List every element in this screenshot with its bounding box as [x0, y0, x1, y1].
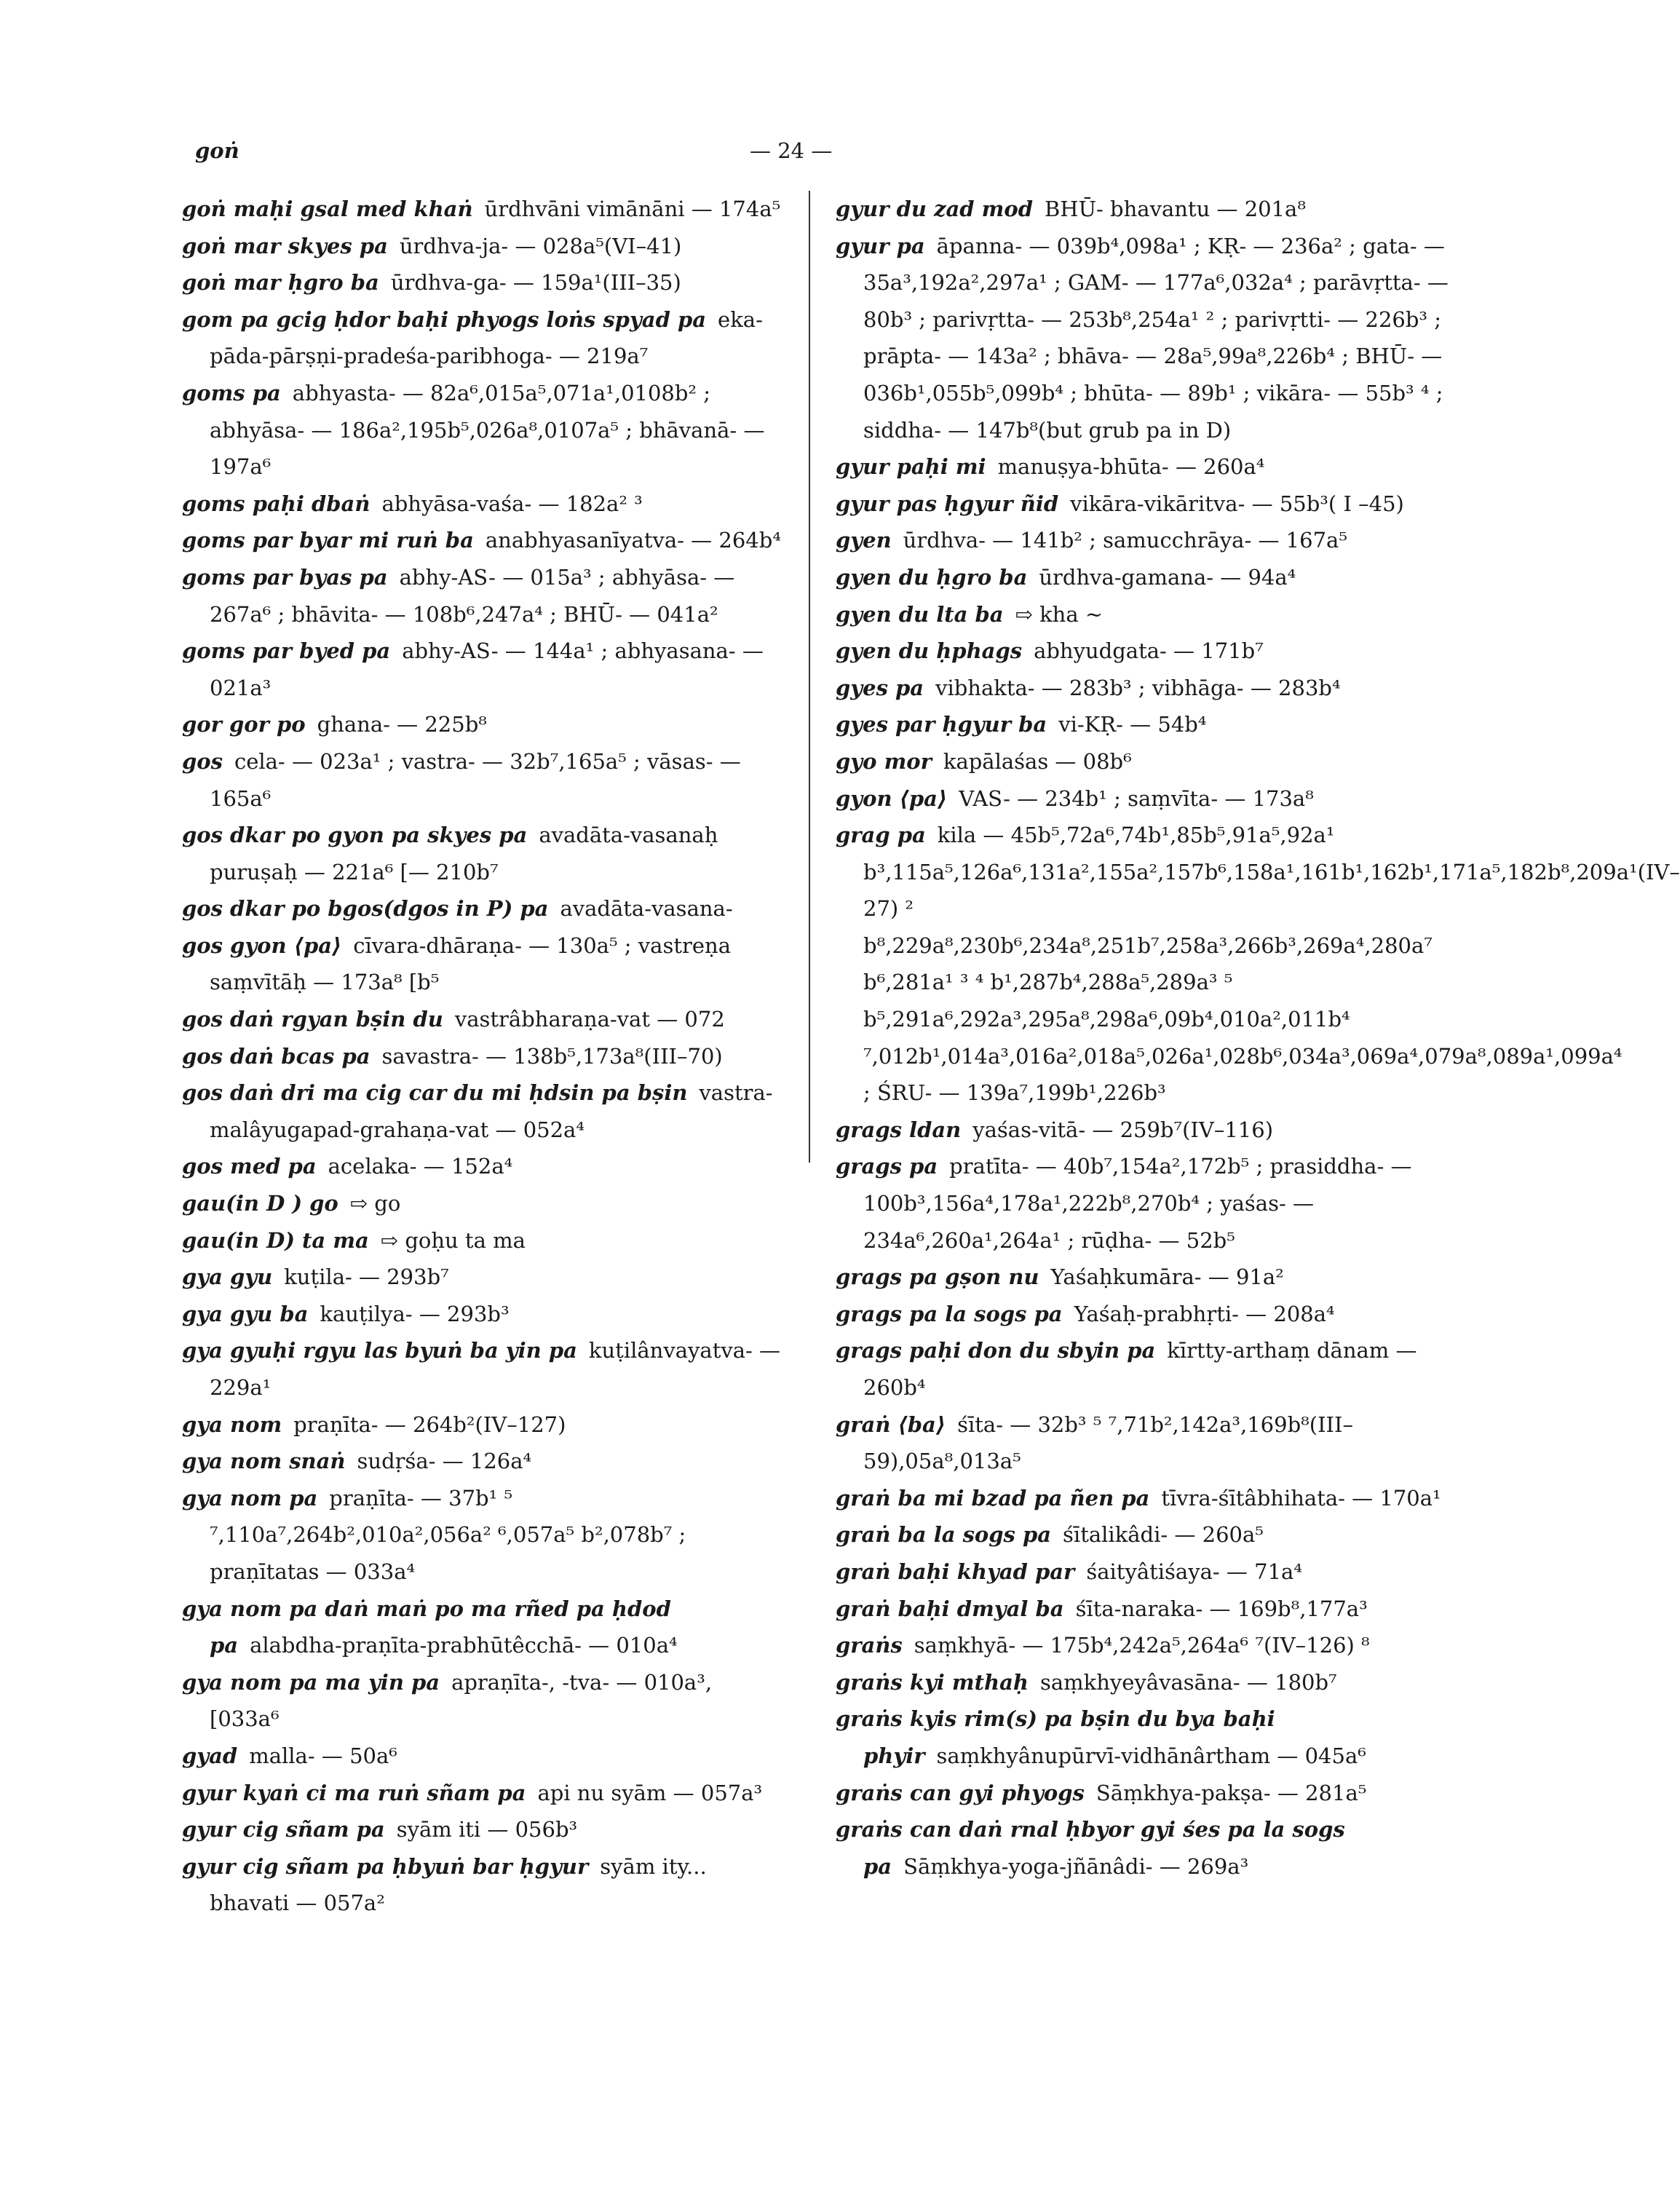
entry-headword: graṅ baḥi dmyal ba [836, 1596, 1064, 1621]
entry-definition: ūrdhva- — 141b² ; samucchrāya- — 167a⁵ [903, 528, 1347, 553]
entry-definition: apraṇīta-, -tva- — 010a³, [033a⁶ [210, 1669, 713, 1732]
entry-headword: gya nom pa daṅ maṅ po ma rñed pa ḥdod pa [182, 1596, 671, 1658]
dictionary-entry [836, 1148, 1454, 1259]
entry-headword: gyen du lta ba [836, 601, 1004, 627]
entry-headword: grag pa [836, 823, 926, 848]
dictionary-entry [182, 1148, 783, 1185]
entry-headword: graṅs kyi mthaḥ [836, 1669, 1029, 1695]
entry-definition: ⇨ kha ~ [1015, 601, 1104, 627]
entry-headword: goṅ maḥi gsal med khaṅ [182, 197, 473, 221]
entry-definition: avadāta-vasanaḥ puruṣaḥ — 221a⁶ [— 210b⁷ [210, 823, 718, 884]
entry-headword: gos dkar po bgos(dgos in P) pa [182, 896, 549, 922]
entry-headword: gyon ⟨pa⟩ [836, 785, 948, 811]
entry-headword: gos daṅ bcas pa [182, 1043, 371, 1069]
entry-definition: praṇīta- — 264b²(IV–127) [293, 1412, 566, 1437]
dictionary-entry [182, 817, 783, 890]
entry-headword: gyes pa [836, 675, 924, 700]
entry-headword: gya nom snaṅ [182, 1449, 346, 1474]
dictionary-entry [836, 1296, 1454, 1333]
entry-headword: graṅ ba la sogs pa [836, 1522, 1052, 1548]
entry-definition: saṃkhyā- — 175b⁴,242a⁵,264a⁶ ⁷(IV–126) ⁸ [914, 1633, 1370, 1658]
entry-definition: malla- — 50a⁶ [249, 1743, 397, 1768]
dictionary-entry [836, 1406, 1454, 1480]
dictionary-entry [836, 1480, 1454, 1517]
entry-definition: ūrdhva-ga- — 159a¹(III–35) [390, 270, 681, 296]
entry-definition: vikāra-vikāritva- — 55b³( I –45) [1070, 491, 1404, 516]
entry-headword: graṅ ⟨ba⟩ [836, 1412, 946, 1437]
entry-definition: Sāṃkhya-pakṣa- — 281a⁵ [1095, 1780, 1367, 1805]
entry-headword: gor gor po [182, 712, 306, 737]
entry-headword: gyur du zad mod [836, 197, 1033, 221]
entry-headword: goms pa [182, 380, 281, 405]
dictionary-entry [836, 596, 1454, 633]
dictionary-entry [836, 448, 1454, 486]
entry-definition: Sāṃkhya-yoga-jñānâdi- — 269a³ [903, 1853, 1249, 1879]
entry-headword: graṅs kyis rim(s) pa bṣin du bya baḥi phyir [836, 1706, 1275, 1768]
dictionary-entry [182, 1222, 783, 1259]
entry-headword: gyen [836, 528, 892, 553]
entry-headword: gyen du ḥgro ba [836, 564, 1028, 590]
entry-headword: gos daṅ rgyan bṣin du [182, 1007, 443, 1032]
dictionary-entry [836, 817, 1680, 1112]
entry-headword: gya gyu ba [182, 1301, 309, 1326]
entry-definition: vastra-malâyugapad-grahaṇa-vat — 052a⁴ [210, 1080, 773, 1142]
entry-definition: cīvara-dhāraṇa- — 130a⁵ ; vastreṇa saṃvītāḥ — 173a⁸ [b⁵ [210, 933, 731, 995]
entry-definition: kila — 45b⁵,72a⁶,74b¹,85b⁵,91a⁵,92a¹ b³,115a⁵,126a⁶,131a²,155a²,157b⁶,158a¹,161b¹,162b¹,171a⁵,182b⁸,209a¹(IV–27) ² b⁸,229a⁸,230b⁶,234a⁸,251b⁷,258a³,266b³,269a⁴,280a⁷ b⁶,281a¹ ³ ⁴ b¹,287b⁴,288a⁵,289a³ ⁵ b⁵,291a⁶,292a³,295a⁸,298a⁶,09b⁴,010a²,011b⁴ ⁷,012b¹,014a³,016a²,018a⁵,026a¹,028b⁶,034a³,069a⁴,079a⁸,089a¹,099a⁴ ; ŚRU- — 139a⁷,199b¹,226b³ [863, 823, 1680, 1106]
entry-definition: ūrdhva-ja- — 028a⁵(VI–41) [399, 233, 682, 258]
entry-definition: ⇨ goḥu ta ma [380, 1227, 526, 1253]
entry-headword: goms par byed pa [182, 638, 391, 664]
dictionary-entry [182, 1811, 783, 1848]
entry-definition: ghana- — 225b⁸ [317, 712, 487, 737]
entry-definition: anabhyasanīyatva- — 264b⁴ [485, 528, 781, 553]
entry-definition: abhy-AS- — 015a³ ; abhyāsa- — 267a⁶ ; bhāvita- — 108b⁶,247a⁴ ; BHŪ- — 041a² [210, 564, 735, 627]
entry-definition: vastrâbharaṇa-vat — 072 [454, 1007, 725, 1032]
dictionary-entry [182, 1664, 783, 1738]
running-head: goṅ [195, 138, 239, 163]
dictionary-entry [182, 486, 783, 523]
dictionary-entry [182, 890, 783, 927]
right-column [836, 191, 1680, 1885]
dictionary-entry [836, 1701, 1454, 1774]
entry-definition: śīta- — 32b³ ⁵ ⁷,71b²,142a³,169b⁸(III–59),05a⁸,013a⁵ [863, 1412, 1353, 1474]
entry-definition: pratīta- — 40b⁷,154a²,172b⁵ ; prasiddha- — 100b³,156a⁴,178a¹,222b⁸,270b⁴ ; yaśas- — 234a⁶,260a¹,264a¹ ; rūḍha- — 52b⁵ [863, 1154, 1412, 1253]
entry-headword: grags pa gṣon nu [836, 1264, 1039, 1290]
entry-headword: graṅ ba mi bzad pa ñen pa [836, 1485, 1150, 1511]
entry-definition: śīta-naraka- — 169b⁸,177a³ [1075, 1596, 1368, 1621]
entry-headword: gau(in D) ta ma [182, 1227, 369, 1253]
entry-headword: goms paḥi dbaṅ [182, 491, 371, 516]
dictionary-entry [836, 1591, 1454, 1628]
entry-headword: gyen du ḥphags [836, 638, 1023, 664]
dictionary-entry [836, 1553, 1454, 1591]
dictionary-entry [836, 1259, 1454, 1296]
entry-headword: gyur kyaṅ ci ma ruṅ sñam pa [182, 1780, 526, 1805]
entry-headword: graṅs can daṅ rnal ḥbyor gyi śes pa la sogs pa [836, 1817, 1345, 1879]
entry-definition: Yaśaḥkumāra- — 91a² [1050, 1264, 1284, 1290]
entry-headword: gya gyuḥi rgyu las byuṅ ba yin pa [182, 1338, 577, 1363]
entry-definition: kapālaśas — 08b⁶ [943, 748, 1132, 774]
dictionary-entry [836, 780, 1454, 818]
entry-definition: ⇨ go [349, 1191, 401, 1216]
dictionary-entry [836, 633, 1454, 670]
entry-headword: gyes par ḥgyur ba [836, 712, 1047, 737]
dictionary-entry [836, 522, 1454, 559]
entry-definition: saṃkhyeyâvasāna- — 180b⁷ [1039, 1669, 1337, 1695]
dictionary-entry [182, 927, 783, 1001]
entry-definition: abhyāsa-vaśa- — 182a² ³ [381, 491, 643, 516]
dictionary-entry [182, 1185, 783, 1222]
entry-headword: gya nom pa [182, 1485, 318, 1511]
dictionary-entry [182, 559, 783, 633]
entry-headword: gyad [182, 1743, 238, 1768]
entry-definition: kīrtty-arthaṃ dānam — 260b⁴ [863, 1338, 1417, 1400]
entry-definition: acelaka- — 152a⁴ [328, 1154, 513, 1179]
entry-headword: grags ldan [836, 1117, 962, 1142]
entry-definition: abhy-AS- — 144a¹ ; abhyasana- — 021a³ [210, 638, 764, 700]
entry-headword: gau(in D ) go [182, 1191, 338, 1216]
entry-definition: cela- — 023a¹ ; vastra- — 32b⁷,165a⁵ ; vāsas- — 165a⁶ [210, 748, 741, 811]
entry-definition: savastra- — 138b⁵,173a⁸(III–70) [381, 1043, 723, 1069]
dictionary-entry [836, 1664, 1454, 1701]
column-divider [809, 191, 810, 1163]
entry-definition: syām iti — 056b³ [396, 1817, 578, 1842]
dictionary-entry [182, 375, 783, 486]
entry-definition: api nu syām — 057a³ [537, 1780, 763, 1805]
page-header [0, 138, 1561, 175]
dictionary-entry [182, 1038, 783, 1075]
entry-definition: yaśas-vitā- — 259b⁷(IV–116) [972, 1117, 1274, 1142]
dictionary-entry [836, 1516, 1454, 1553]
dictionary-entry [182, 1074, 783, 1148]
dictionary-entry [182, 1259, 783, 1296]
entry-headword: gos dkar po gyon pa skyes pa [182, 823, 528, 848]
entry-definition: sudṛśa- — 126a⁴ [357, 1449, 532, 1474]
left-column [182, 191, 783, 1922]
entry-headword: grags pa [836, 1154, 938, 1179]
dictionary-entry [182, 1296, 783, 1333]
entry-headword: goṅ mar skyes pa [182, 233, 388, 258]
dictionary-entry [836, 559, 1454, 596]
dictionary-entry [182, 301, 783, 375]
entry-definition: VAS- — 234b¹ ; saṃvīta- — 173a⁸ [959, 785, 1314, 811]
dictionary-entry [182, 264, 783, 301]
dictionary-entry [182, 191, 783, 228]
dictionary-entry [182, 706, 783, 743]
entry-headword: goms par byar mi ruṅ ba [182, 528, 474, 553]
entry-headword: gyur cig sñam pa ḥbyuṅ bar ḥgyur [182, 1853, 589, 1879]
dictionary-entry [836, 706, 1454, 743]
entry-definition: saṃkhyânupūrvī-vidhānârtham — 045a⁶ [936, 1743, 1366, 1768]
entry-headword: grags paḥi don du sbyin pa [836, 1338, 1156, 1363]
entry-definition: kuṭilânvayatva- — 229a¹ [210, 1338, 781, 1400]
entry-definition: ūrdhvāni vimānāni — 174a⁵ [484, 197, 781, 221]
dictionary-entry [182, 1443, 783, 1480]
dictionary-entry [182, 1480, 783, 1591]
dictionary-entry [836, 1775, 1454, 1812]
entry-headword: gyur pas ḥgyur ñid [836, 491, 1059, 516]
entry-definition: eka-pāda-pārṣṇi-pradeśa-paribhoga- — 219a⁷ [210, 306, 763, 369]
entry-definition: abhyudgata- — 171b⁷ [1034, 638, 1264, 664]
dictionary-entry [182, 522, 783, 559]
entry-headword: gya nom pa ma yin pa [182, 1669, 440, 1695]
entry-definition: vibhakta- — 283b³ ; vibhāga- — 283b⁴ [935, 675, 1341, 700]
entry-definition: vi-KṚ- — 54b⁴ [1058, 712, 1207, 737]
entry-headword: gom pa gcig ḥdor baḥi phyogs loṅs spyad pa [182, 306, 707, 332]
entry-headword: gos daṅ dri ma cig car du mi ḥdsin pa bṣin [182, 1080, 688, 1106]
dictionary-entry [836, 1332, 1454, 1406]
entry-headword: gos [182, 748, 223, 774]
dictionary-entry [836, 1627, 1454, 1664]
dictionary-entry [836, 191, 1454, 228]
dictionary-entry [182, 1848, 783, 1922]
entry-headword: gyur paḥi mi [836, 454, 986, 480]
entry-definition: praṇīta- — 37b¹ ⁵ ⁷,110a⁷,264b²,010a²,056a² ⁶,057a⁵ b²,078b⁷ ; praṇītatas — 033a⁴ [210, 1485, 686, 1584]
dictionary-entry [182, 1591, 783, 1664]
entry-definition: kuṭila- — 293b⁷ [284, 1264, 449, 1290]
entry-headword: graṅs [836, 1633, 903, 1658]
entry-headword: goms par byas pa [182, 564, 388, 590]
dictionary-entry [182, 1775, 783, 1812]
entry-definition: āpanna- — 039b⁴,098a¹ ; KṚ- — 236a² ; gata- — 35a³,192a²,297a¹ ; GAM- — 177a⁶,032a⁴ ; parāvṛtta- — 80b³ ; parivṛtta- — 253b⁸,254a¹ ² ; parivṛtti- — 226b³ ; prāpta- — 143a² ; bhāva- — 28a⁵,99a⁸,226b⁴ ; BHŪ- — 036b¹,055b⁵,099b⁴ ; bhūta- — 89b¹ ; vikāra- — 55b³ ⁴ ; siddha- — 147b⁸(but grub pa in D) [863, 233, 1449, 443]
entry-definition: ūrdhva-gamana- — 94a⁴ [1039, 564, 1296, 590]
dictionary-entry [836, 1811, 1454, 1885]
dictionary-entry [182, 1738, 783, 1775]
dictionary-entry [836, 1112, 1454, 1149]
entry-headword: gos gyon ⟨pa⟩ [182, 933, 342, 958]
entry-definition: syām ity... bhavati — 057a² [210, 1853, 707, 1916]
dictionary-entry [182, 228, 783, 265]
entry-headword: goṅ mar ḥgro ba [182, 270, 379, 296]
entry-headword: gyur pa [836, 233, 925, 258]
dictionary-entry [836, 228, 1454, 449]
entry-headword: graṅ baḥi khyad par [836, 1559, 1075, 1584]
entry-definition: śītalikâdi- — 260a⁵ [1063, 1522, 1264, 1548]
entry-headword: graṅs can gyi phyogs [836, 1780, 1085, 1805]
entry-headword: gos med pa [182, 1154, 317, 1179]
page-number: — 24 — [750, 138, 833, 163]
entry-headword: grags pa la sogs pa [836, 1301, 1063, 1326]
entry-definition: alabdha-praṇīta-prabhūtêcchā- — 010a⁴ [250, 1633, 678, 1658]
entry-definition: kauṭilya- — 293b³ [320, 1301, 510, 1326]
entry-headword: gyur cig sñam pa [182, 1817, 385, 1842]
entry-definition: Yaśaḥ-prabhṛti- — 208a⁴ [1074, 1301, 1335, 1326]
entry-definition: avadāta-vasana- [560, 896, 733, 922]
entry-definition: abhyasta- — 82a⁶,015a⁵,071a¹,0108b² ; abhyāsa- — 186a²,195b⁵,026a⁸,0107a⁵ ; bhāvanā- — 197a⁶ [210, 380, 765, 480]
dictionary-entry [182, 1332, 783, 1406]
entry-headword: gya nom [182, 1412, 282, 1437]
dictionary-entry [836, 670, 1454, 707]
dictionary-entry [182, 633, 783, 706]
entry-definition: śaityâtiśaya- — 71a⁴ [1086, 1559, 1302, 1584]
dictionary-entry [182, 1001, 783, 1038]
dictionary-entry [836, 486, 1454, 523]
dictionary-entry [182, 743, 783, 817]
entry-definition: tīvra-śītâbhihata- — 170a¹ [1161, 1485, 1441, 1511]
entry-headword: gyo mor [836, 748, 932, 774]
entry-headword: gya gyu [182, 1264, 273, 1290]
entry-definition: manuṣya-bhūta- — 260a⁴ [997, 454, 1265, 480]
dictionary-entry [182, 1406, 783, 1444]
entry-definition: BHŪ- bhavantu — 201a⁸ [1044, 197, 1306, 221]
dictionary-entry [836, 743, 1454, 780]
